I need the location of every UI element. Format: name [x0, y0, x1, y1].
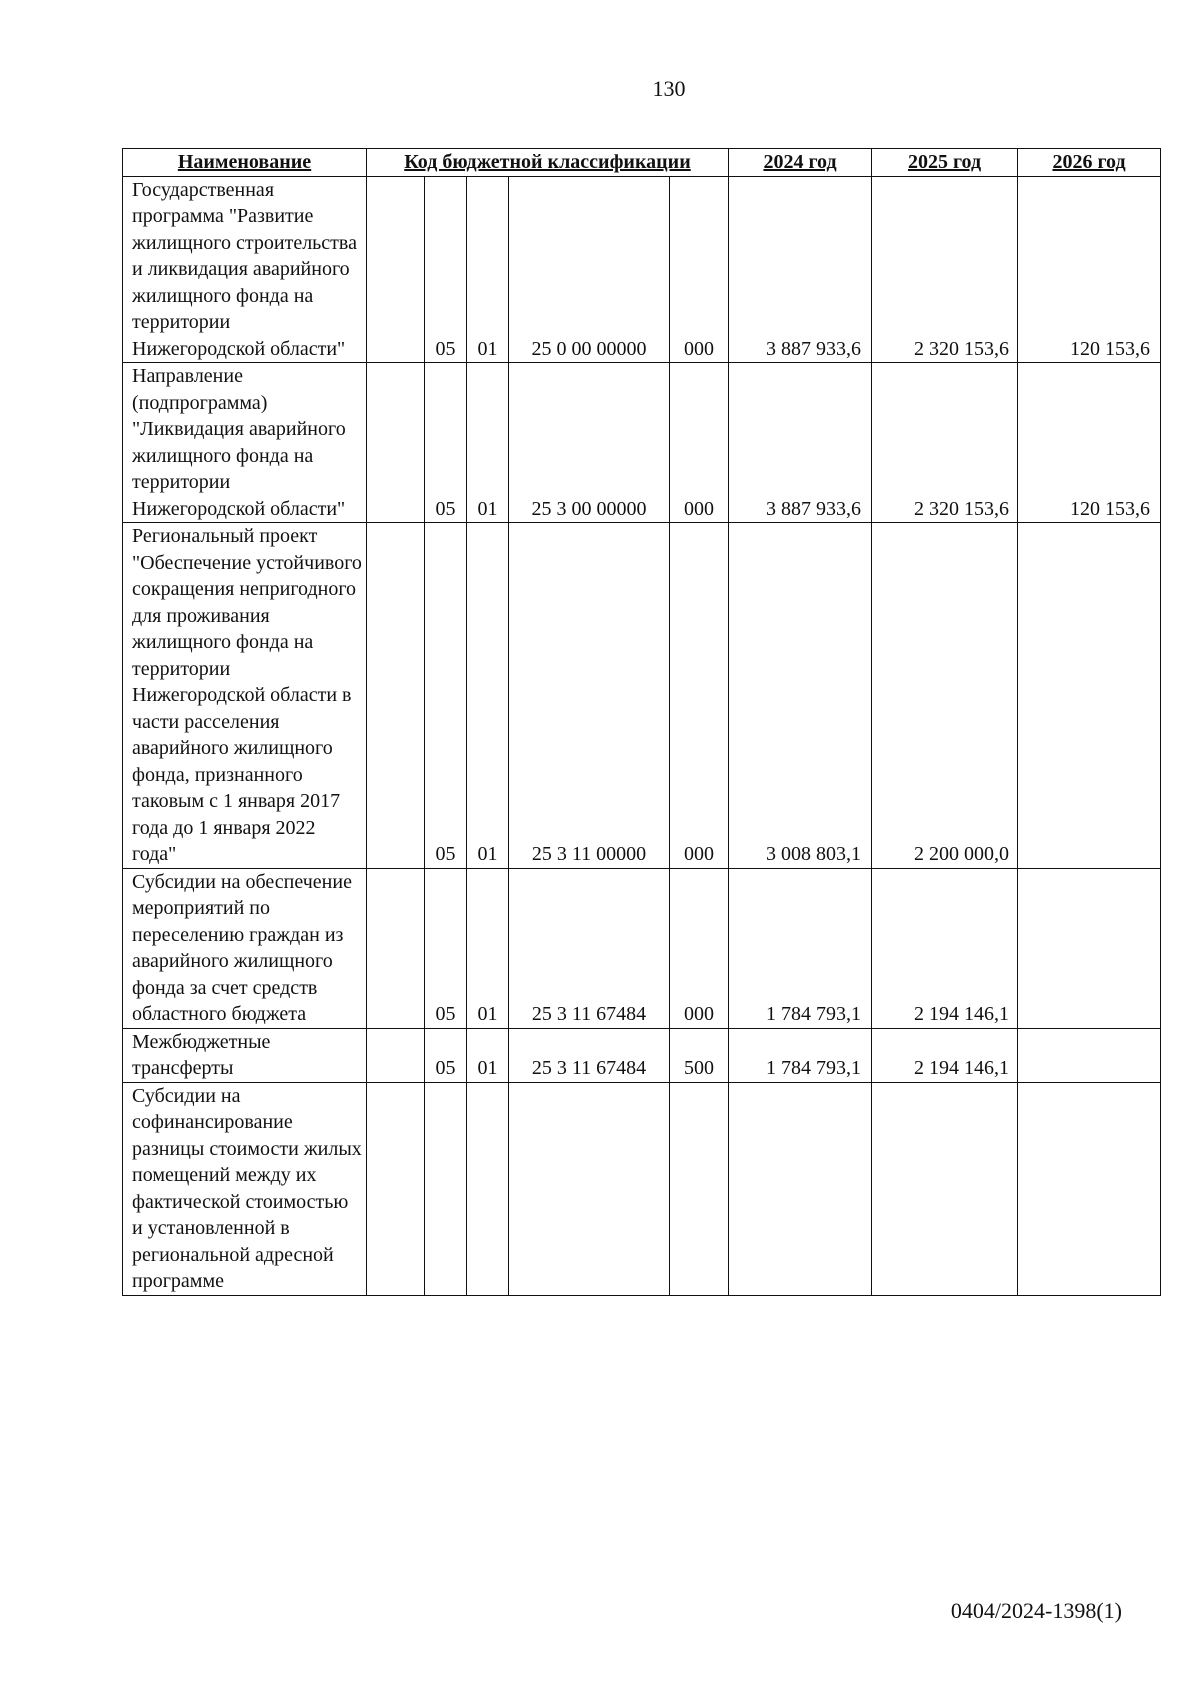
row-name: Государственная программа "Развитие жилищного строительства и ликвидация аварийного жилищного фонда на территории Нижегородской области": [123, 176, 367, 363]
header-code: Код бюджетной классификации: [367, 149, 729, 177]
table-row: [123, 176, 1161, 363]
row-2025: 2 320 153,6: [872, 363, 1018, 523]
table-row: [123, 868, 1161, 1028]
row-2025: 2 200 000,0: [872, 523, 1018, 869]
row-target-article: 25 3 11 00000: [509, 523, 670, 869]
row-target-article: [509, 1082, 670, 1295]
row-empty-code: [367, 1028, 425, 1082]
row-2025: 2 320 153,6: [872, 176, 1018, 363]
document-number: 0404/2024-1398(1): [950, 1598, 1122, 1623]
row-section: 05: [425, 176, 467, 363]
row-2026: [1018, 1028, 1161, 1082]
row-empty-code: [367, 523, 425, 869]
row-expense-type: [670, 1082, 729, 1295]
row-2025: [872, 1082, 1018, 1295]
row-name: Субсидии на обеспечение мероприятий по переселению граждан из аварийного жилищного фонда за счет средств областного бюджета: [123, 868, 367, 1028]
row-expense-type: 000: [670, 363, 729, 523]
row-target-article: 25 3 00 00000: [509, 363, 670, 523]
row-section: 05: [425, 363, 467, 523]
table-row: [123, 1082, 1161, 1295]
row-target-article: 25 0 00 00000: [509, 176, 670, 363]
row-2024: 3 887 933,6: [729, 176, 872, 363]
row-section: 05: [425, 868, 467, 1028]
row-expense-type: 000: [670, 176, 729, 363]
row-name: Субсидии на софинансирование разницы стоимости жилых помещений между их фактической стоимостью и установленной в региональной адресной программе: [123, 1082, 367, 1295]
table-row: [123, 523, 1161, 869]
row-2024: 3 887 933,6: [729, 363, 872, 523]
row-empty-code: [367, 176, 425, 363]
header-2025: 2025 год: [872, 149, 1018, 177]
table-row: [123, 1028, 1161, 1082]
row-subsection: 01: [467, 1028, 509, 1082]
row-2024: 3 008 803,1: [729, 523, 872, 869]
row-subsection: 01: [467, 523, 509, 869]
row-2025: 2 194 146,1: [872, 1028, 1018, 1082]
header-2026: 2026 год: [1018, 149, 1161, 177]
row-2026: 120 153,6: [1018, 363, 1161, 523]
row-2025: 2 194 146,1: [872, 868, 1018, 1028]
row-target-article: 25 3 11 67484: [509, 1028, 670, 1082]
row-2026: [1018, 868, 1161, 1028]
row-2024: 1 784 793,1: [729, 868, 872, 1028]
page-number: 130: [652, 76, 686, 101]
row-target-article: 25 3 11 67484: [509, 868, 670, 1028]
table-row: [123, 363, 1161, 523]
row-section: 05: [425, 1028, 467, 1082]
row-2026: [1018, 1082, 1161, 1295]
header-row: [123, 149, 1161, 177]
row-empty-code: [367, 1082, 425, 1295]
row-subsection: 01: [467, 363, 509, 523]
budget-table: [122, 148, 1161, 1296]
row-name: Региональный проект "Обеспечение устойчивого сокращения непригодного для проживания жилищного фонда на территории Нижегородской области в части расселения аварийного жилищного фонда, признанного таковым с 1 января 2017 года до 1 января 2022 года": [123, 523, 367, 869]
row-expense-type: 500: [670, 1028, 729, 1082]
row-section: 05: [425, 523, 467, 869]
row-2026: 120 153,6: [1018, 176, 1161, 363]
header-2024: 2024 год: [729, 149, 872, 177]
row-2024: [729, 1082, 872, 1295]
row-subsection: [467, 1082, 509, 1295]
row-expense-type: 000: [670, 868, 729, 1028]
header-name: Наименование: [123, 149, 367, 177]
row-2024: 1 784 793,1: [729, 1028, 872, 1082]
row-subsection: 01: [467, 868, 509, 1028]
row-expense-type: 000: [670, 523, 729, 869]
row-empty-code: [367, 868, 425, 1028]
row-section: [425, 1082, 467, 1295]
row-2026: [1018, 523, 1161, 869]
row-empty-code: [367, 363, 425, 523]
row-subsection: 01: [467, 176, 509, 363]
row-name: Направление (подпрограмма) "Ликвидация аварийного жилищного фонда на территории Нижегородской области": [123, 363, 367, 523]
row-name: Межбюджетные трансферты: [123, 1028, 367, 1082]
